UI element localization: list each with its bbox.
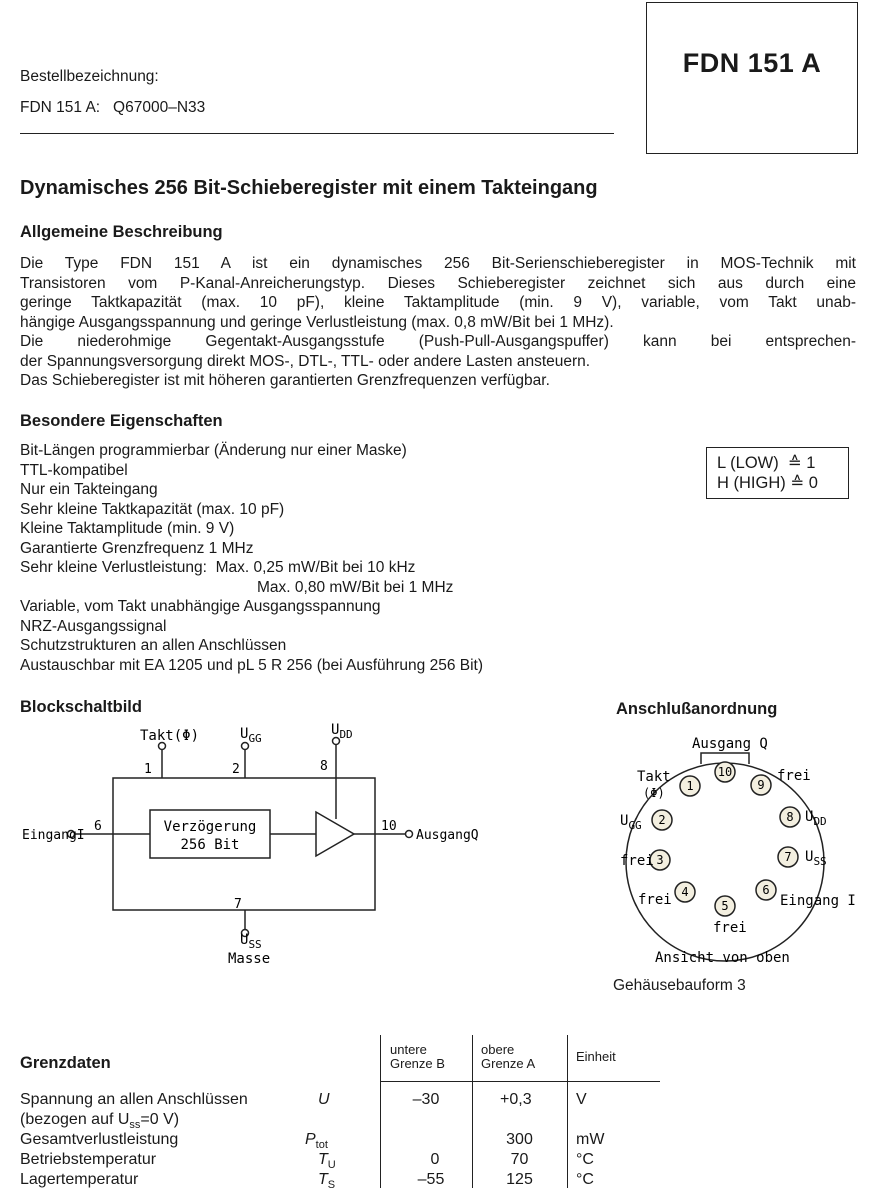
pinout-uss: $U_{SS}$ bbox=[805, 849, 827, 868]
row-unit: V bbox=[576, 1091, 587, 1108]
table-row: (bezogen auf $U_{ss}=0$ V) bbox=[20, 1111, 180, 1132]
row-upper: +0,3 bbox=[500, 1091, 532, 1108]
row-upper: 300 bbox=[506, 1131, 533, 1148]
feature-item: Bit-Längen programmierbar (Änderung nur einer Maske) bbox=[20, 442, 407, 459]
features-heading: Besondere Eigenschaften bbox=[20, 412, 223, 430]
feature-item: Sehr kleine Verlustleistung: Max. 0,25 mW/Bit bei 10 kHz bbox=[20, 559, 416, 576]
ausgang-label: AusgangQ bbox=[416, 828, 479, 843]
row-unit: mW bbox=[576, 1131, 605, 1148]
ugg-label: $U_{GG}$ bbox=[240, 726, 262, 745]
pinout-frei-5: frei bbox=[713, 920, 747, 936]
masse-label: Masse bbox=[228, 951, 271, 967]
feature-item: Kleine Taktamplitude (min. 9 V) bbox=[20, 520, 235, 537]
pin-4: 4 bbox=[681, 885, 689, 899]
table-row: Betriebstemperatur bbox=[20, 1151, 157, 1168]
pin-3: 3 bbox=[656, 853, 664, 867]
feature-item: TTL-kompatibel bbox=[20, 461, 128, 479]
pin-1: 1 bbox=[686, 779, 694, 793]
col-upper-header: obere Grenze A bbox=[481, 1042, 536, 1071]
pin-8: 8 bbox=[786, 810, 794, 824]
general-line: Transistoren vom P-Kanal-Anreicherungstyp. Dieses Schieberegister zeichnet sich aus durch eine bbox=[20, 274, 856, 292]
pin10-label: 10 bbox=[381, 819, 397, 834]
pinout-phi: (Φ) bbox=[643, 786, 665, 800]
package-label: Gehäusebauform 3 bbox=[613, 977, 746, 994]
order-line: FDN 151 A: Q67000–N33 bbox=[20, 99, 206, 116]
part-number: FDN 151 A bbox=[682, 48, 822, 78]
pinout-ausgang: Ausgang Q bbox=[692, 736, 768, 752]
pin1-label: 1 bbox=[144, 762, 152, 777]
feature-item: Variable, vom Takt unabhängige Ausgangsspannung bbox=[20, 598, 381, 615]
row-unit: °C bbox=[576, 1151, 594, 1168]
feature-item: NRZ-Ausgangssignal bbox=[20, 617, 167, 635]
pin-7: 7 bbox=[784, 850, 792, 864]
row-upper: 70 bbox=[510, 1151, 529, 1168]
row-symbol: $T_S$ bbox=[318, 1171, 336, 1192]
logic-low: L (LOW) ≙ 1 bbox=[717, 454, 816, 472]
pin6-label: 6 bbox=[94, 819, 102, 834]
pin2-label: 2 bbox=[232, 762, 240, 777]
col-unit-header: Einheit bbox=[576, 1049, 616, 1064]
page-title: Dynamisches 256 Bit-Schieberegister mit einem Takteingang bbox=[20, 177, 598, 199]
feature-item: Garantierte Grenzfrequenz 1 MHz bbox=[20, 539, 254, 557]
delay-label-1: Verzögerung bbox=[163, 819, 257, 835]
pin-9: 9 bbox=[757, 778, 765, 792]
feature-item: Austauschbar mit EA 1205 und pL 5 R 256 (bei Ausführung 256 Bit) bbox=[20, 656, 484, 674]
feature-item: Max. 0,80 mW/Bit bei 1 MHz bbox=[257, 578, 454, 596]
pin8-label: 8 bbox=[320, 759, 328, 774]
pinout-frei-3: frei bbox=[620, 853, 654, 869]
pinout-eingang: Eingang I bbox=[780, 893, 856, 909]
pinout-ugg: $U_{GG}$ bbox=[620, 813, 642, 832]
pinout-heading: Anschlußanordnung bbox=[616, 700, 778, 718]
pinout-udd: $U_{DD}$ bbox=[805, 809, 827, 828]
pin-5: 5 bbox=[721, 899, 729, 913]
row-upper: 125 bbox=[506, 1171, 533, 1188]
row-unit: °C bbox=[576, 1171, 594, 1188]
table-row: Lagertemperatur bbox=[20, 1171, 139, 1188]
row-symbol: $T_U$ bbox=[318, 1151, 336, 1172]
general-line: geringe Taktkapazität (max. 10 pF), kleine Taktamplitude (min. 9 V), variable, vom Takt unab- bbox=[20, 294, 856, 311]
pin7-label: 7 bbox=[234, 897, 242, 912]
feature-item: Nur ein Takteingang bbox=[20, 481, 158, 498]
pinout-frei-4: frei bbox=[638, 892, 672, 908]
row-lower: –55 bbox=[417, 1171, 445, 1188]
eingang-label: EingangI bbox=[22, 828, 85, 843]
row-lower: 0 bbox=[430, 1151, 440, 1168]
logic-high: H (HIGH) ≙ 0 bbox=[717, 474, 818, 492]
general-line: hängige Ausgangsspannung und geringe Verlustleistung (max. 0,8 mW/Bit bei 1 MHz). bbox=[20, 313, 614, 331]
block-heading: Blockschaltbild bbox=[20, 698, 142, 716]
row-symbol: U bbox=[318, 1091, 330, 1108]
pinout-takt: Takt bbox=[637, 769, 671, 785]
takt-label: Takt(Φ) bbox=[140, 728, 200, 744]
delay-label-2: 256 Bit bbox=[180, 837, 240, 853]
general-line: Die Type FDN 151 A ist ein dynamisches 256 Bit-Serienschieberegister in MOS-Technik mit bbox=[20, 255, 856, 272]
pin-6: 6 bbox=[762, 883, 770, 897]
uss-label: $U_{SS}$ bbox=[240, 932, 262, 951]
pinout-view: Ansicht von oben bbox=[655, 950, 790, 966]
table-row: Spannung an allen Anschlüssen bbox=[20, 1091, 248, 1108]
general-line: Das Schieberegister ist mit höheren garantierten Grenzfrequenzen verfügbar. bbox=[20, 372, 550, 389]
general-line: der Spannungsversorgung direkt MOS-, DTL-, TTL- oder andere Lasten ansteuern. bbox=[20, 352, 591, 370]
table-row: Gesamtverlustleistung bbox=[20, 1131, 179, 1148]
pinout-frei-9: frei bbox=[777, 768, 811, 784]
pin-2: 2 bbox=[658, 813, 666, 827]
feature-item: Sehr kleine Taktkapazität (max. 10 pF) bbox=[20, 500, 285, 518]
udd-label: $U_{DD}$ bbox=[331, 722, 353, 741]
feature-item: Schutzstrukturen an allen Anschlüssen bbox=[20, 637, 287, 654]
general-heading: Allgemeine Beschreibung bbox=[20, 223, 223, 241]
row-lower: –30 bbox=[412, 1091, 440, 1108]
order-label: Bestellbezeichnung: bbox=[20, 68, 159, 85]
row-symbol: $P_{tot}$ bbox=[305, 1131, 328, 1152]
general-line: Die niederohmige Gegentakt-Ausgangsstufe (Push-Pull-Ausgangspuffer) kann bei entsprechen- bbox=[20, 333, 856, 350]
pin-10: 10 bbox=[717, 765, 733, 779]
col-lower-header: untere Grenze B bbox=[390, 1042, 445, 1071]
limits-heading: Grenzdaten bbox=[20, 1054, 111, 1072]
